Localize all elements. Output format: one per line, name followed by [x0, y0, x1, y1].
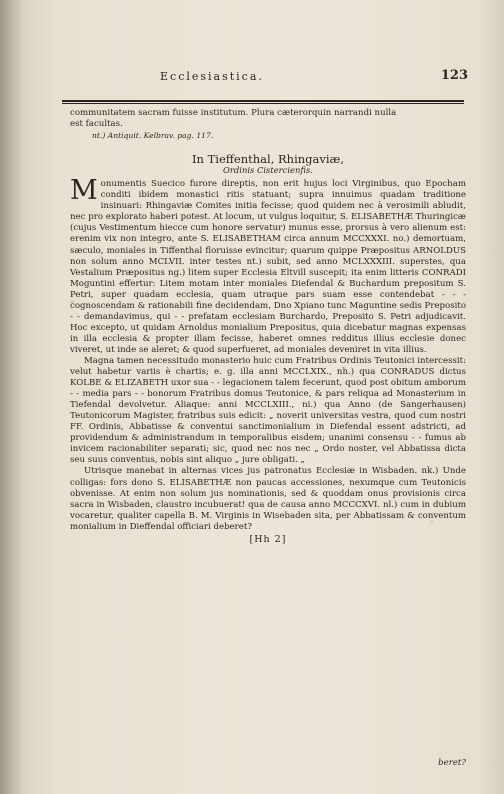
paragraph: Utrisque manebat in alternas vices jus patronatus Ecclesiæ in Wisbaden. nk.) Unde colligas: fors dono S. ELISABETHÆ non paucas accessiones, nexumque cum Teutonicis obvenisse. At enim non solum jus nominationis, sed & quoddam onus provisionis circa sacra in Wisbaden, claustro incubuerat! qua de causa anno MCCCXVI. nl.) cum in dubium vocaretur, qualiter capella B. M. Virginis in Wisebaden sita, per Abbatissam & conventum monialium in Dieffendal officiari deberet?: [70, 466, 466, 532]
paragraph: Magna tamen necessitudo monasterio huic cum Fratribus Ordinis Teutonici intercessit: velut habetur variis è chartis; e. g. illa anni MCCLXIX., nh.) qua CONRADUS dictus KOLBE & ELIZABETH uxor sua - - legacionem talem fecerunt, quod post obitum amborum - - media pars - - bonorum Fratribus domus Teutonice, & pars reliqua ad Monasterium in Tiefendal devolvetur. Aliaque: anni MCCLXIII., ni.) qua Anno (de Sangerhausen) Teutonicorum Magister, fratribus suis edicit: „ noverit universitas vestra, quod cum nostri FF. Ordinis, Abbatisse & conventui sanctimonialium in Diefendal essent adstricti, ad providendum & administrandum in temporalibus eisdem; unanimi consensu - - fumus ab invicem racionabiliter separati; sic, quod nec nos nec „ Ordo noster, vel Abbatissa dicta seu suus conventus, nobis sint aliquo „ jure obligati. „: [70, 355, 466, 466]
section-subtitle: Ordinis Cistercienfis.: [223, 165, 313, 176]
drop-cap: M: [70, 175, 98, 207]
paragraph-text: onumentis Suecico furore direptis, non erit hujus loci Virginibus, quo Epocham conditi ibidem monastici ritis statuant; supra innuimus quadam traditione insinuari: Rhingaviæ Comites initia fecisse; quod quidem nec à verosimili abludit, nec pro explorato haberi potest. At locum, ut vulgus loquitur, S. ELISABETHÆ Thuringicæ (cujus Vestimentum hiecce cum honore servatur) munus esse, prorsus à vero alienum est: erenim vix non integro, ante S. ELISABETHAM circa annum MCCXXXI. no.) demortuam, sæculo, moniales in Tiffenthal floruisse evincitur; quarum quippe Præpositus ARNOLDUS non solum anno MCLVII. inter testes nt.) subit, sed anno MCLXXXIII. superstes, qua Vestalium Præpositus ng.) litem super Ecclesia Eltvill suscepit; ita enim litteris CONRADI Moguntini effertur: Litem motam inter moniales Diefendal & Buchardum prepositum S. Petri, super quadam ecclesia, quam utraque pars suam esse contendebat - - - cognoscendam & rationabili fine decidendam, Dno Xpiano tunc Maguntine sedis Preposito - - demandavimus, qui - - prefatam ecclesiam Burchardo, Preposito S. Petri adjudicavit. Hoc excepto, ut quidam Arnoldus monialium Prepositus, quia dicebatur magnas expensas in illa ecclesia & propter illam fecisse, haberet omnes redditus illius ecclesie donec viveret, ut inde se aleret; & quod superfueret, ad moniales deveniret in vita illius.: [70, 179, 466, 355]
signature-mark: [Hh 2]: [249, 533, 287, 545]
page-body: [70, 108, 466, 545]
running-head: Ecclesiastica.: [160, 70, 264, 83]
section-title: In Tieffenthal, Rhingaviæ,: [191, 152, 345, 167]
printed-page: [40, 68, 472, 768]
intro-line: communitatem sacram fuisse institutum. Plura cæterorquin narrandi nulla: [70, 108, 397, 118]
page-header: [40, 68, 472, 90]
footnote-reference: nt.) Antiquit. Kelbrav. pag. 117.: [92, 131, 214, 141]
paragraph: [70, 175, 466, 356]
book-gutter: [0, 0, 22, 794]
intro-line: est facultas.: [70, 119, 123, 130]
header-rule: [62, 100, 464, 104]
catchword: beret?: [438, 758, 466, 768]
page-number: 123: [440, 68, 468, 83]
